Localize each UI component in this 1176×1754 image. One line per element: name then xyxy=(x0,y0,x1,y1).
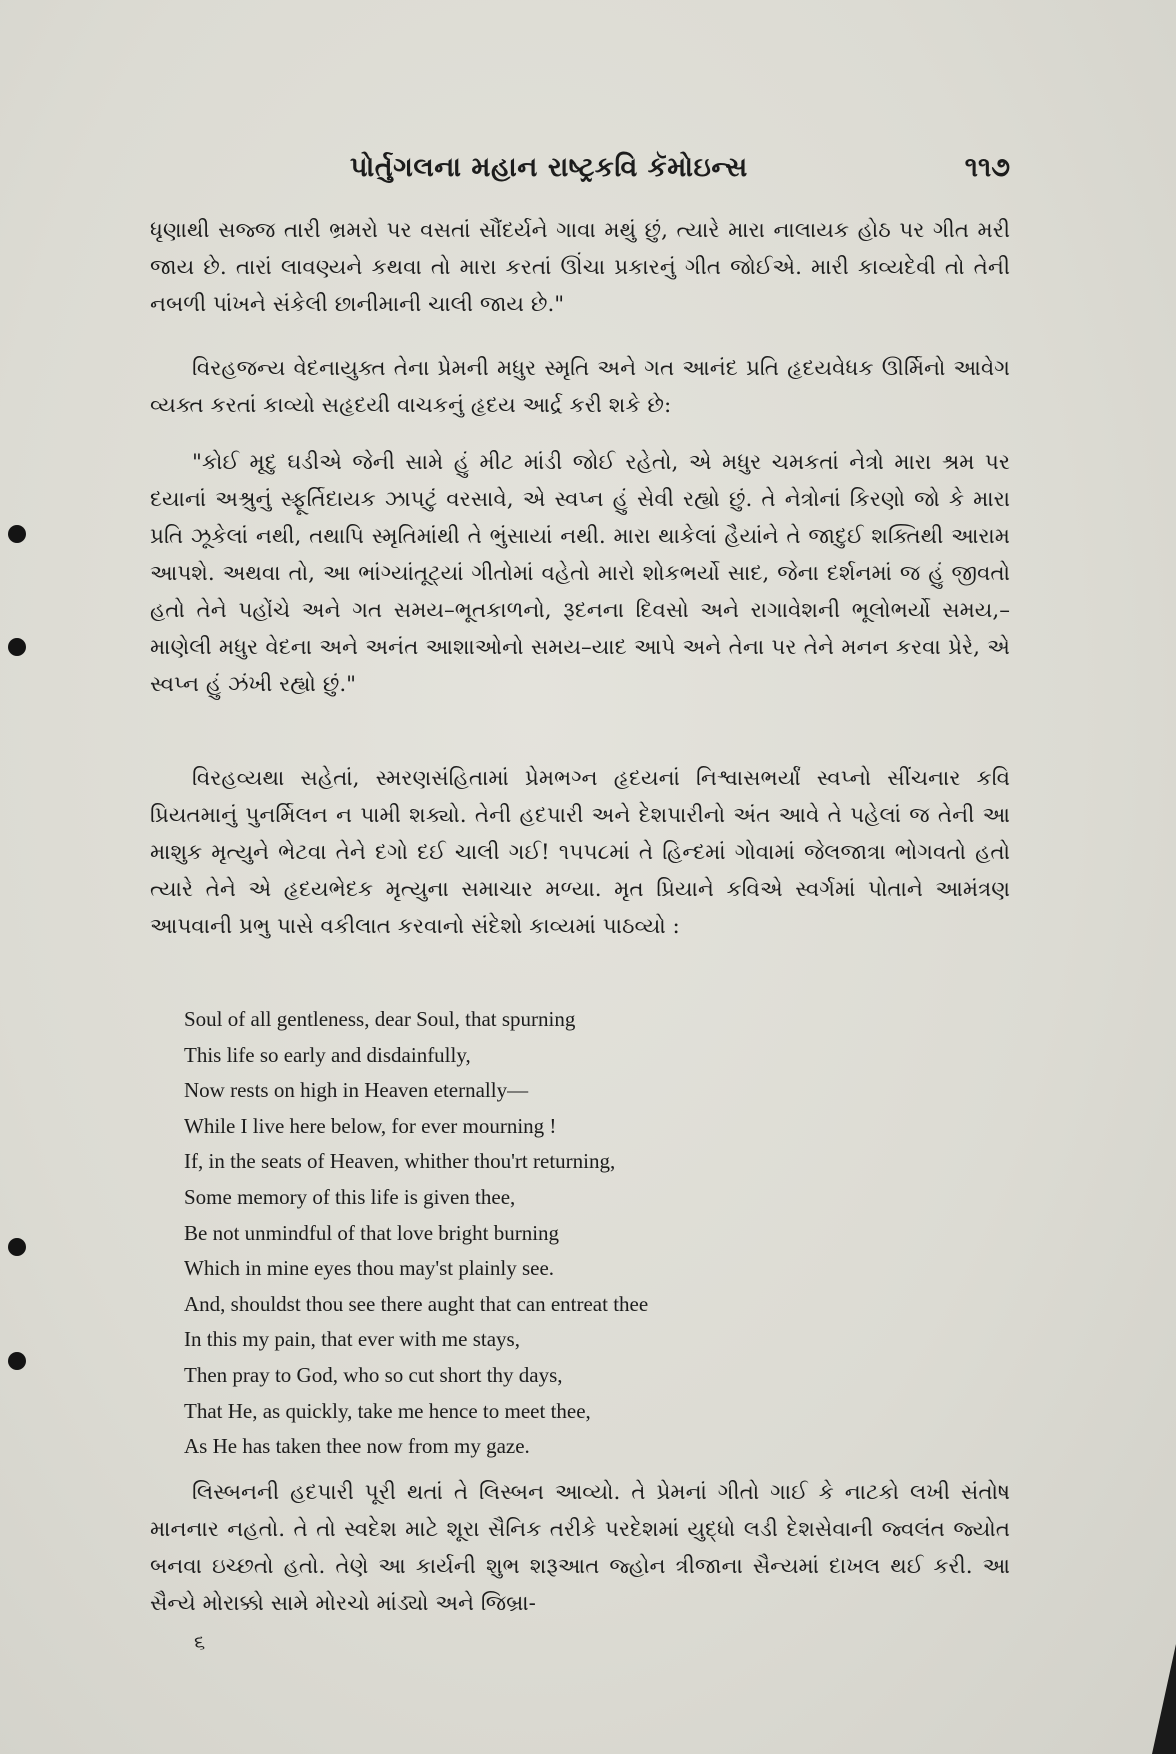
paragraph-text: ધૃણાથી સજ્જ તારી ભ્રમરો પર વસતાં સૌંદર્યને ગાવા મથું છું, ત્યારે મારા નાલાયક હોઠ પર ગીત મરી જાય છે. તારાં લાવણ્યને કથવા તો મારા કરતાં ઊંચા પ્રકારનું ગીત જોઈએ. મારી કાવ્યદેવી તો તેની નબળી પાંખને સંકેલી છાનીમાની ચાલી જાય છે." xyxy=(150,218,1010,317)
paragraph-lisbon xyxy=(150,1474,1010,1622)
paragraph-text: લિસ્બનની હદપારી પૂરી થતાં તે લિસ્બન આવ્યો. તે પ્રેમનાં ગીતો ગાઈ કે નાટકો લખી સંતોષ માનનાર નહતો. તે તો સ્વદેશ માટે શૂરા સૈનિક તરીકે પરદેશમાં યુદ્ધો લડી દેશસેવાની જ્વલંત જ્યોત બનવા ઇચ્છતો હતો. તેણે આ કાર્યની શુભ શરૂઆત જ્હોન ત્રીજાના સૈન્યમાં દાખલ થઈ કરી. આ સૈન્યે મોરાક્કો સામે મોરચો માંડ્યો અને જિબ્રા- xyxy=(150,1480,1010,1616)
poem-line: Now rests on high in Heaven eternally— xyxy=(184,1078,529,1103)
poem-line: Soul of all gentleness, dear Soul, that spurning xyxy=(184,1007,576,1031)
paragraph-text: "કોઈ મૃદુ ઘડીએ જેની સામે હું મીટ માંડી જોઈ રહેતો, એ મધુર ચમકતાં નેત્રો મારા શ્રમ પર દયાનાં અશ્રુનું સ્ફૂર્તિદાયક ઝાપટું વરસાવે, એ સ્વપ્ન હું સેવી રહ્યો છું. તે નેત્રોનાં કિરણો જો કે મારા પ્રતિ ઝૂકેલાં નથી, તથાપિ સ્મૃતિમાંથી તે ભુંસાયાં નથી. મારા થાકેલાં હૈયાંને તે જાદુઈ શક્તિથી આરામ આપશે. અથવા તો, આ ભાંગ્યાંતૂટ્યાં ગીતોમાં વહેતો મારો શોકભર્યો સાદ, જેના દર્શનમાં જ હું જીવતો હતો તેને પહોંચે અને ગત સમય–ભૂતકાળનો, રૂદનના દિવસો અને રાગાવેશની ભૂલોભર્યો સમય,–માણેલી મધુર વેદના અને અનંત આશાઓનો સમય–યાદ આપે અને તેના પર તેને મનન કરવા પ્રેરે, એ સ્વપ્ન હું ઝંખી રહ્યો છું." xyxy=(150,450,1010,697)
running-header xyxy=(150,152,1010,192)
poem-line: While I live here below, for ever mourning ! xyxy=(184,1113,557,1138)
signature-mark: ૬ xyxy=(194,1630,206,1654)
page-number: ૧૧૭ xyxy=(964,152,1010,183)
english-poem xyxy=(184,1002,944,1465)
page-corner-shadow xyxy=(1152,1644,1176,1754)
punch-hole xyxy=(8,638,26,656)
poem-line: If, in the seats of Heaven, whither thou'rt returning, xyxy=(184,1149,616,1174)
paragraph-quote xyxy=(150,444,1010,703)
punch-hole xyxy=(8,525,26,543)
poem-line: This life so early and disdainfully, xyxy=(184,1042,471,1067)
punch-hole xyxy=(8,1352,26,1370)
paragraph-intro xyxy=(150,350,1010,424)
paragraph-narrative xyxy=(150,760,1010,945)
poem-line: Be not unmindful of that love bright burning xyxy=(184,1220,560,1245)
paragraph-text: વિરહવ્યથા સહેતાં, સ્મરણસંહિતામાં પ્રેમભગ્ન હૃદયનાં નિશ્વાસભર્યાં સ્વપ્નો સીંચનાર કવિ પ્રિયતમાનું પુનર્મિલન ન પામી શક્યો. તેની હદપારી અને દેશપારીનો અંત આવે તે પહેલાં જ તેની આ માશુક મૃત્યુને ભેટવા તેને દગો દઈ ચાલી ગઈ! ૧૫૫૮માં તે હિન્દમાં ગોવામાં જેલજાત્રા ભોગવતો હતો ત્યારે તેને એ હૃદયભેદક મૃત્યુના સમાચાર મળ્યા. મૃત પ્રિયાને કવિએ સ્વર્ગમાં પોતાને આમંત્રણ આપવાની પ્રભુ પાસે વકીલાત કરવાનો સંદેશો કાવ્યમાં પાઠવ્યો : xyxy=(150,766,1010,939)
poem-line: That He, as quickly, take me hence to meet thee, xyxy=(184,1398,591,1423)
poem-line: As He has taken thee now from my gaze. xyxy=(184,1434,530,1459)
poem-line: Which in mine eyes thou may'st plainly see. xyxy=(184,1256,555,1281)
paragraph-quote-end xyxy=(150,212,1010,323)
poem-line: Then pray to God, who so cut short thy days, xyxy=(184,1362,563,1387)
poem-line: In this my pain, that ever with me stays, xyxy=(184,1327,520,1352)
poem-line: Some memory of this life is given thee, xyxy=(184,1184,516,1209)
paragraph-text: વિરહજન્ય વેદનાયુક્ત તેના પ્રેમની મધુર સ્મૃતિ અને ગત આનંદ પ્રતિ હૃદયવેધક ઊર્મિનો આવેગ વ્યક્ત કરતાં કાવ્યો સહૃદયી વાચકનું હૃદય આર્દ્ર કરી શકે છે: xyxy=(150,356,1010,418)
poem-line: And, shouldst thou see there aught that can entreat thee xyxy=(184,1291,649,1316)
punch-hole xyxy=(8,1238,26,1256)
running-title: પોર્તુગલના મહાન રાષ્ટ્રકવિ કૅમોઇન્સ xyxy=(350,152,748,183)
